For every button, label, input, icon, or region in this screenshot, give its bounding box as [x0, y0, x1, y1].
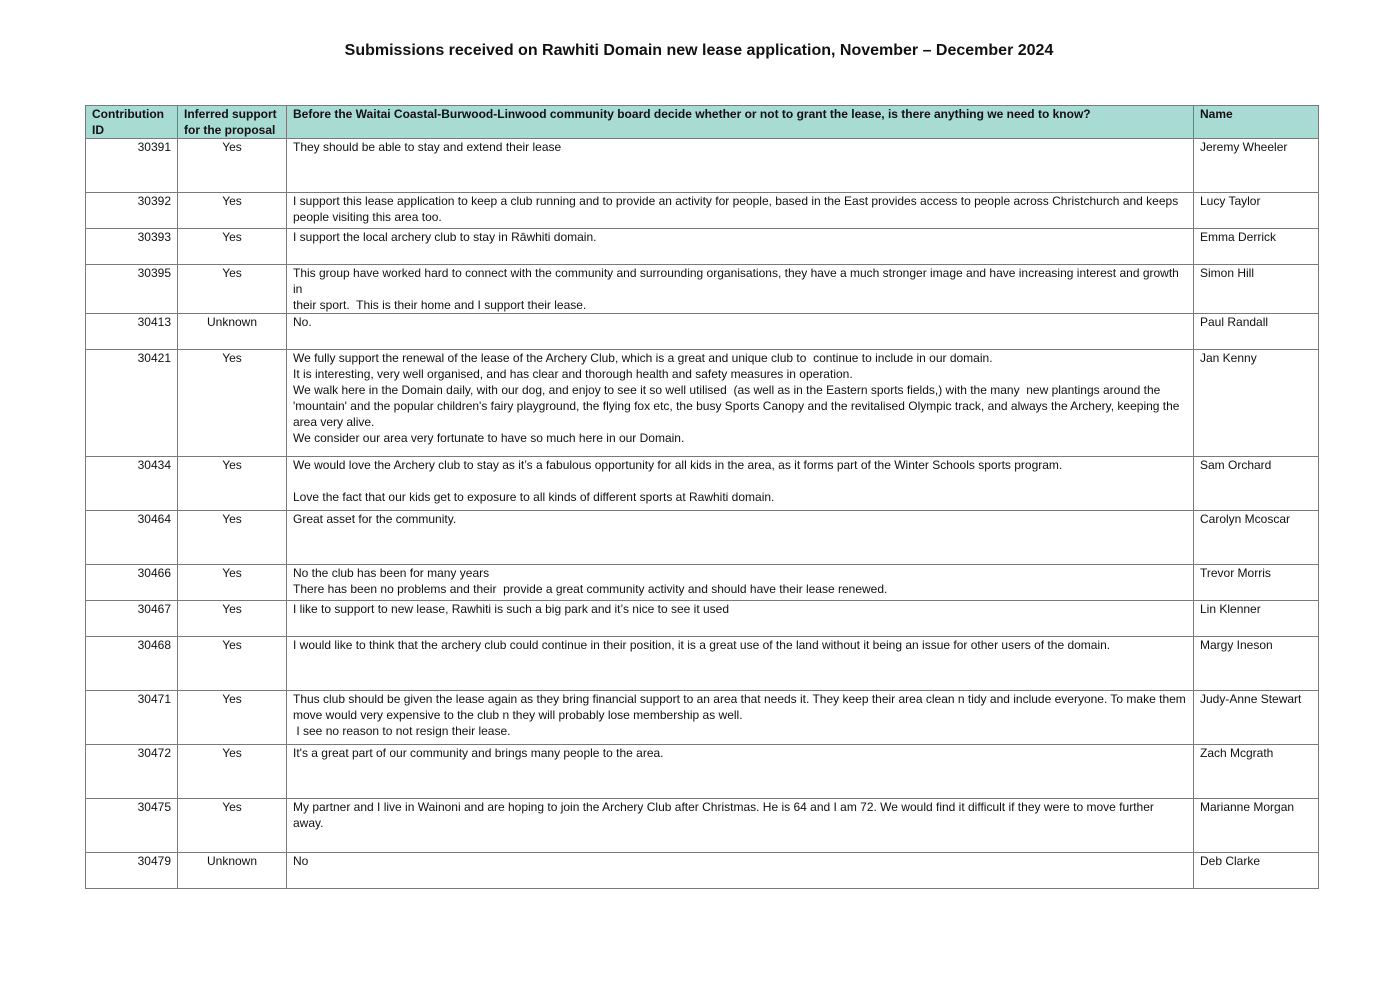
comment-cell — [287, 265, 1194, 314]
contribution-id-cell: 30479 — [86, 853, 178, 889]
submitter-name-cell: Jan Kenny — [1194, 350, 1319, 457]
comment-line: No. — [293, 315, 312, 329]
submitter-name-cell: Trevor Morris — [1194, 565, 1319, 601]
comment-cell — [287, 637, 1194, 691]
table-row — [86, 193, 1319, 229]
comment-cell — [287, 314, 1194, 350]
submitter-name-cell: Zach Mcgrath — [1194, 745, 1319, 799]
contribution-id-cell: 30468 — [86, 637, 178, 691]
support-cell: Yes — [178, 511, 287, 565]
submissions-table — [85, 105, 1319, 889]
comment-cell — [287, 511, 1194, 565]
comment-line: area very alive. — [293, 415, 375, 429]
support-cell: Yes — [178, 601, 287, 637]
support-cell: Yes — [178, 139, 287, 193]
support-cell: Yes — [178, 691, 287, 745]
submitter-name-cell: Marianne Morgan — [1194, 799, 1319, 853]
support-cell: Yes — [178, 193, 287, 229]
contribution-id-cell: 30391 — [86, 139, 178, 193]
comment-cell — [287, 565, 1194, 601]
header-contribution-id: Contribution ID — [86, 106, 178, 139]
table-row — [86, 691, 1319, 745]
comment-cell — [287, 691, 1194, 745]
comment-cell — [287, 229, 1194, 265]
submitter-name-cell: Lucy Taylor — [1194, 193, 1319, 229]
comment-line: I like to support to new lease, Rawhiti is such a big park and it’s nice to see it used — [293, 602, 730, 616]
comment-line: No — [293, 854, 309, 868]
table-row — [86, 799, 1319, 853]
table-row — [86, 637, 1319, 691]
comment-cell — [287, 139, 1194, 193]
comment-line: I would like to think that the archery club could continue in their position, it is a great use of the land without it being an issue for other users of the domain. — [293, 638, 1111, 652]
table-header-row — [86, 106, 1319, 139]
comment-cell — [287, 350, 1194, 457]
comment-line: No the club has been for many years — [293, 566, 490, 580]
comment-line: It's a great part of our community and brings many people to the area. — [293, 746, 664, 760]
submitter-name-cell: Emma Derrick — [1194, 229, 1319, 265]
contribution-id-cell: 30467 — [86, 601, 178, 637]
submitter-name-cell: Jeremy Wheeler — [1194, 139, 1319, 193]
submitter-name-cell: Simon Hill — [1194, 265, 1319, 314]
comment-line: This group have worked hard to connect with the community and surrounding organisations, they have a much stronger image and have increasing interest and growth in — [293, 266, 1183, 296]
table-row — [86, 229, 1319, 265]
comment-cell — [287, 193, 1194, 229]
header-comment-question: Before the Waitai Coastal-Burwood-Linwood community board decide whether or not to grant the lease, is there anything we need to know? — [287, 106, 1194, 139]
comment-line: It is interesting, very well organised, and has clear and thorough health and safety measures in operation. — [293, 367, 853, 381]
contribution-id-cell: 30395 — [86, 265, 178, 314]
comment-line: Thus club should be given the lease again as they bring financial support to an area that needs it. They keep their area clean n tidy and include everyone. To make them — [293, 692, 1186, 706]
support-cell: Yes — [178, 350, 287, 457]
comment-cell — [287, 457, 1194, 511]
contribution-id-cell: 30393 — [86, 229, 178, 265]
table-row — [86, 601, 1319, 637]
comment-line: move would very expensive to the club n they will probably lose membership as well. — [293, 708, 743, 722]
submitter-name-cell: Paul Randall — [1194, 314, 1319, 350]
support-cell: Yes — [178, 265, 287, 314]
contribution-id-cell: 30475 — [86, 799, 178, 853]
comment-cell — [287, 601, 1194, 637]
comment-line: There has been no problems and their provide a great community activity and should have their lease renewed. — [293, 582, 888, 596]
submitter-name-cell: Judy-Anne Stewart — [1194, 691, 1319, 745]
contribution-id-cell: 30434 — [86, 457, 178, 511]
comment-line: We walk here in the Domain daily, with our dog, and enjoy to see it so well utilised (as well as in the Eastern sports fields,) with the many new plantings around the — [293, 383, 1161, 397]
comment-line: We fully support the renewal of the lease of the Archery Club, which is a great and unique club to continue to include in our domain. — [293, 351, 993, 365]
support-cell: Unknown — [178, 314, 287, 350]
support-cell: Yes — [178, 637, 287, 691]
contribution-id-cell: 30413 — [86, 314, 178, 350]
comment-cell — [287, 745, 1194, 799]
support-cell: Yes — [178, 457, 287, 511]
contribution-id-cell: 30464 — [86, 511, 178, 565]
contribution-id-cell: 30472 — [86, 745, 178, 799]
table-row — [86, 350, 1319, 457]
comment-line: I see no reason to not resign their lease. — [293, 724, 511, 738]
comment-line: They should be able to stay and extend their lease — [293, 140, 562, 154]
page-title: Submissions received on Rawhiti Domain new lease application, November – December 2024 — [344, 42, 1054, 59]
comment-line: their sport. This is their home and I support their lease. — [293, 298, 587, 312]
comment-cell — [287, 799, 1194, 853]
comment-line: I support the local archery club to stay in Rāwhiti domain. — [293, 230, 597, 244]
comment-line: Great asset for the community. — [293, 512, 457, 526]
header-inferred-support: Inferred support for the proposal — [178, 106, 287, 139]
comment-line: We would love the Archery club to stay as it’s a fabulous opportunity for all kids in the area, as it forms part of the Winter Schools sports program. — [293, 458, 1063, 472]
comment-line: away. — [293, 816, 324, 830]
support-cell: Yes — [178, 799, 287, 853]
table-row — [86, 265, 1319, 314]
table-row — [86, 853, 1319, 889]
support-cell: Yes — [178, 745, 287, 799]
support-cell: Yes — [178, 565, 287, 601]
submitter-name-cell: Sam Orchard — [1194, 457, 1319, 511]
submitter-name-cell: Carolyn Mcoscar — [1194, 511, 1319, 565]
table-row — [86, 745, 1319, 799]
submitter-name-cell: Deb Clarke — [1194, 853, 1319, 889]
table-row — [86, 139, 1319, 193]
support-cell: Unknown — [178, 853, 287, 889]
support-cell: Yes — [178, 229, 287, 265]
comment-line: My partner and I live in Wainoni and are hoping to join the Archery Club after Christmas. He is 64 and I am 72. We would find it difficult if they were to move further — [293, 800, 1154, 814]
contribution-id-cell: 30421 — [86, 350, 178, 457]
table-row — [86, 457, 1319, 511]
comment-cell — [287, 853, 1194, 889]
submitter-name-cell: Margy Ineson — [1194, 637, 1319, 691]
table-row — [86, 314, 1319, 350]
table-row — [86, 565, 1319, 601]
table-row — [86, 511, 1319, 565]
comment-line: Love the fact that our kids get to exposure to all kinds of different sports at Rawhiti domain. — [293, 490, 775, 504]
comment-line: We consider our area very fortunate to have so much here in our Domain. — [293, 431, 685, 445]
submitter-name-cell: Lin Klenner — [1194, 601, 1319, 637]
comment-line: I support this lease application to keep a club running and to provide an activity for people, based in the East provides access to people across Christchurch and keeps — [293, 194, 1179, 208]
contribution-id-cell: 30471 — [86, 691, 178, 745]
comment-line — [293, 473, 1187, 489]
comment-line: people visiting this area too. — [293, 210, 442, 224]
contribution-id-cell: 30466 — [86, 565, 178, 601]
header-name: Name — [1194, 106, 1319, 139]
comment-line: 'mountain' and the popular children's fairy playground, the flying fox etc, the busy Sports Canopy and the revitalised Olympic track, and always the Archery, keeping the — [293, 399, 1180, 413]
table-body — [86, 139, 1319, 889]
contribution-id-cell: 30392 — [86, 193, 178, 229]
